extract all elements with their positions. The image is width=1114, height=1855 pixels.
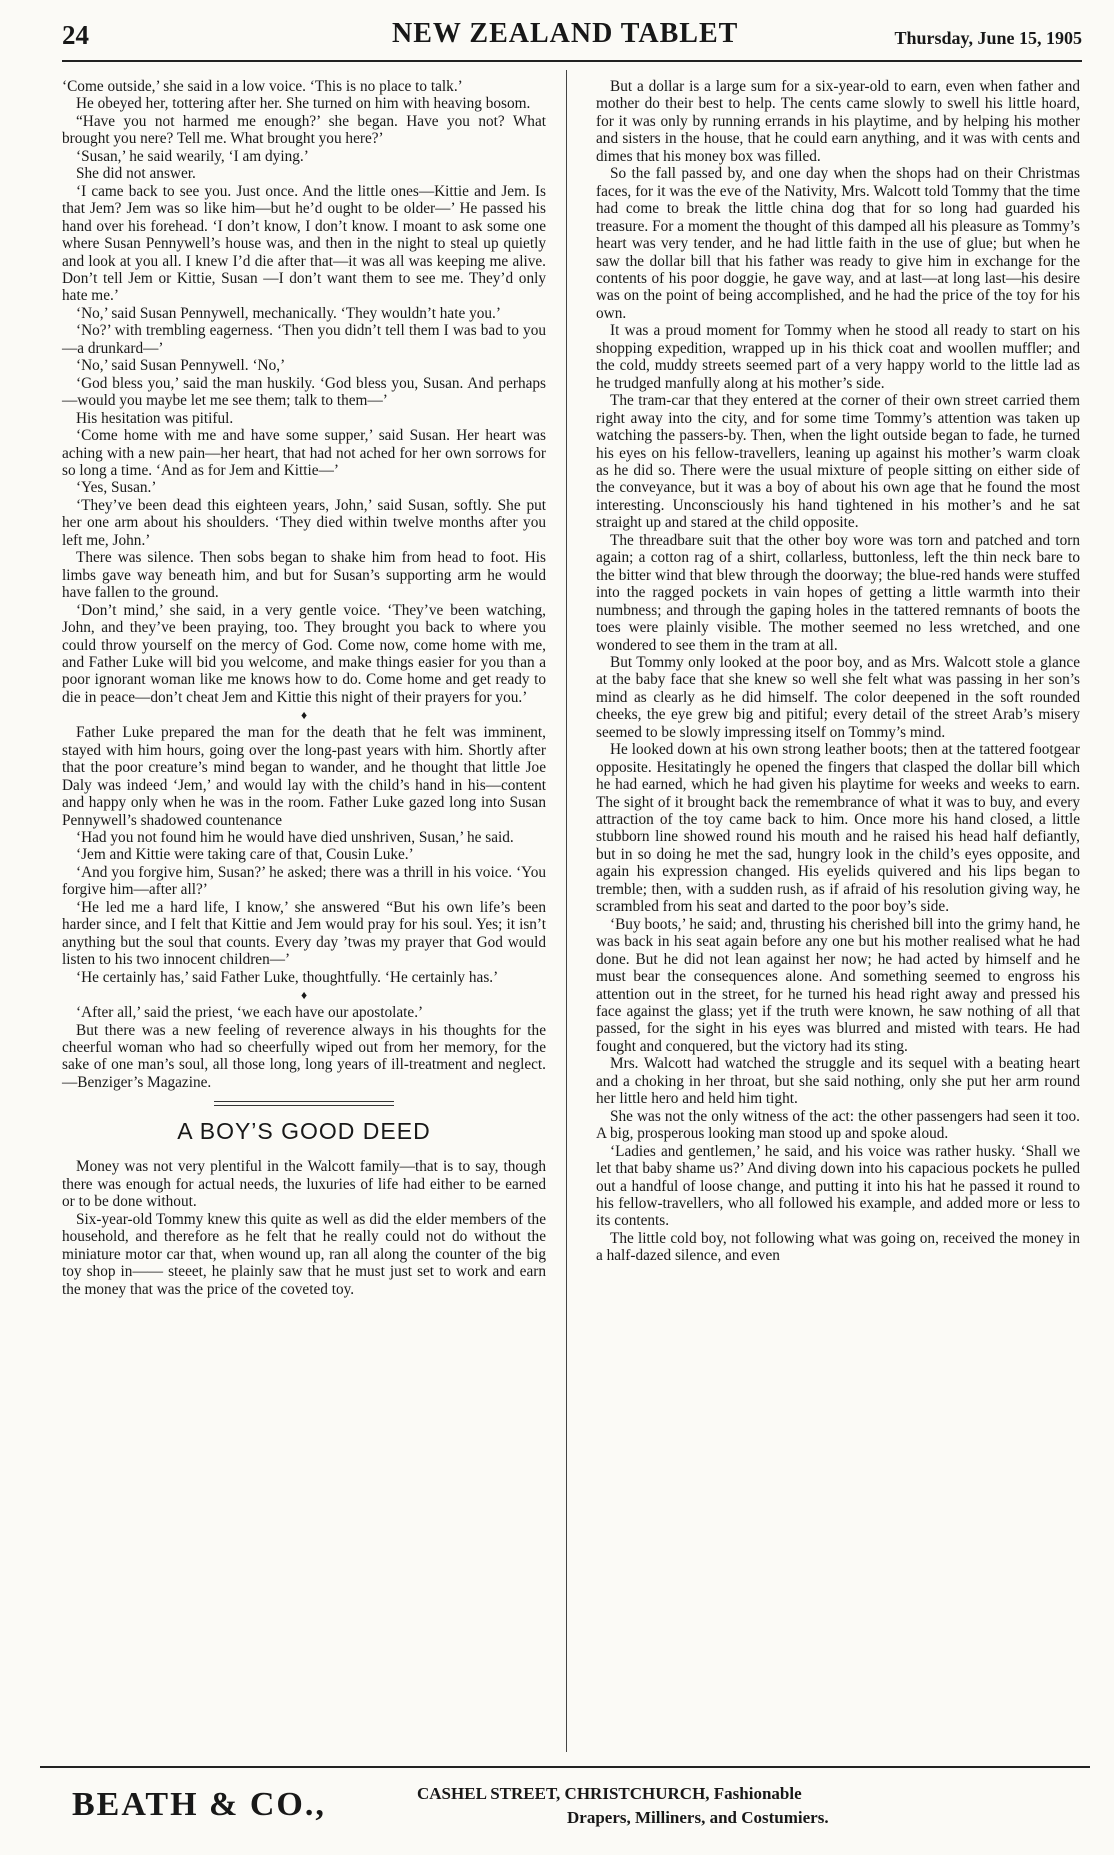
paragraph: ‘No,’ said Susan Pennywell. ‘No,’	[76, 357, 286, 375]
paragraph: Mrs. Walcott had watched the struggle and its sequel with a beating heart and a choking in her throat, but she said nothing, only she put her arm round her little hero and held him tight.	[596, 1055, 1080, 1108]
story-continuation	[62, 78, 546, 706]
paragraph: The little cold boy, not following what was going on, received the money in a half-dazed silence, and even	[596, 1229, 1080, 1265]
paragraph: ‘He certainly has,’ said Father Luke, thoughtfully. ‘He certainly has.’	[76, 968, 499, 986]
paragraph: The tram-car that they entered at the corner of their own street carried them right away into the city, and for some time Tommy’s attention was taken up watching the passers-by. Then, when the light outside began to fade, he turned his eyes on his fellow-travellers, leaning up against his mother’s warm cloak as he did so. There were the usual mixture of people sitting on either side of the conveyance, but it was a boy of about his own age that he found the most interesting. Unconsciously his hand tightened in his mother’s and he sat straight up and stared at the child opposite.	[596, 392, 1080, 532]
story-continuation-2	[62, 724, 546, 986]
paragraph: She did not answer.	[76, 165, 196, 183]
advertisement	[62, 1776, 1082, 1836]
paragraph: She was not the only witness of the act: the other passengers had seen it too. A big, prosperous looking man stood up and spoke aloud.	[596, 1107, 1080, 1143]
paragraph: ‘Yes, Susan.’	[76, 479, 157, 497]
section-separator: ♦	[300, 708, 308, 723]
issue-date: Thursday, June 15, 1905	[894, 28, 1082, 48]
article-divider	[214, 1101, 394, 1106]
column-divider	[566, 70, 567, 1752]
paragraph: “Have you not harmed me enough?’ she began. Have you not? What brought you nere? Tell me. What brought you here?’	[62, 112, 546, 148]
paragraph: But there was a new feeling of reverence always in his thoughts for the cheerful woman who had so cheerfully wiped out from her memory, for the sake of one man’s soul, all those long, long years of ill-treatment and neglect.—Benziger’s Magazine.	[62, 1021, 546, 1091]
paragraph: His hesitation was pitiful.	[76, 409, 234, 427]
article-title: A BOY’S GOOD DEED	[177, 1118, 431, 1145]
paragraph: Six-year-old Tommy knew this quite as well as did the elder members of the household, and therefore as he felt that he really could not do without the miniature motor car that, when wound up, ran all along the counter of the big toy shop in—— steeet, he plainly saw that he must just set to work and earn the money that was the price of the coveted toy.	[62, 1210, 546, 1298]
paragraph: Father Luke prepared the man for the death that he felt was imminent, stayed with him hours, going over the long-past years with him. Shortly after that the poor creature’s mind began to wander, and he thought that little Joe Daly was indeed ‘Jem,’ and would lay with the child’s hand in his—content and happy only when he was in the room. Father Luke gazed long into Susan Pennywell’s shadowed countenance	[62, 724, 546, 829]
advert-address: CASHEL STREET, CHRISTCHURCH, Fashionable	[417, 1784, 802, 1803]
paragraph: ‘God bless you,’ said the man huskily. ‘God bless you, Susan. And perhaps—would you maybe let me see them; talk to them—’	[62, 374, 546, 410]
paragraph: There was silence. Then sobs began to shake him from head to foot. His limbs gave way beneath him, and but for Susan’s supporting arm he would have fallen to the ground.	[62, 549, 546, 602]
paragraph: He looked down at his own strong leather boots; then at the tattered footgear opposite. Hesitatingly he opened the fingers that clasped the dollar bill which he had earned, which he had given his playtime for weeks and weeks to earn. The sight of it brought back the remembrance of what it was to buy, and every attraction of the toy came back to him. Once more his hand closed, a little stubborn line showed round his mouth and he raised his head half defiantly, but in so doing he met the sad, hungry look in the child’s eyes opposite, and again his expression changed. His eyelids quivered and his lips began to tremble; then, with a sudden rush, as if afraid of his resolution giving way, he scrambled from his seat and darted to the poor boy’s side.	[596, 741, 1080, 916]
paragraph: ‘He led me a hard life, I know,’ she answered “But his own life’s been harder since, and I felt that Kittie and Jem would pray for his soul. Yes; it isn’t anything but the soul that counts. Every day ’twas my prayer that God would listen to his two innocent children—’	[62, 898, 546, 969]
paragraph: ‘And you forgive him, Susan?’ he asked; there was a thrill in his voice. ‘You forgive him—after all?’	[62, 863, 546, 899]
article-body	[62, 1158, 546, 1298]
paragraph: ‘Come outside,’ she said in a low voice. ‘This is no place to talk.’	[62, 78, 463, 95]
paragraph: ‘No,’ said Susan Pennywell, mechanically. ‘They wouldn’t hate you.’	[76, 304, 501, 322]
paragraph: It was a proud moment for Tommy when he stood all ready to start on his shopping expedition, wrapped up in his thick coat and woollen muffler; and the cold, muddy streets seemed part of a very happy world to the little lad as he trudged manfully along at his mother’s side.	[596, 322, 1080, 392]
page-number: 24	[62, 20, 89, 50]
paragraph: He obeyed her, tottering after her. She turned on him with heaving bosom.	[76, 95, 531, 113]
paragraph: But a dollar is a large sum for a six-year-old to earn, even when father and mother do their best to help. The cents came slowly to swell his little hoard, for it was only by running errands in his playtime, and by helping his mother and sisters in the house, that he could earn anything, and it was with cents and dimes that his money box was filled.	[596, 78, 1080, 165]
paragraph: So the fall passed by, and one day when the shops had on their Christmas faces, for it was the eve of the Nativity, Mrs. Walcott told Tommy that the time had come to break the little china dog that for so long had guarded his treasure. For a moment the thought of this damped all his pleasure as Tommy’s heart was very tender, and he had little faith in the use of glue; but when he saw the dollar bill that his father was ready to give him in exchange for the contents of his poor doggie, he gave way, and at last—at long last—his desire was on the point of being accomplished, and he had the price of the toy for his own.	[596, 165, 1080, 322]
paragraph: ‘I came back to see you. Just once. And the little ones—Kittie and Jem. Is that Jem? Jem was so like him—but he’d ought to be older—’ He passed his hand over his forehead. ‘I don’t know, I don’t know. I moant to ask some one where Susan Pennywell’s house was, and then in the night to steal up quietly and look at you all. I knew I’d die after that—it was all was keeping me alive. Don’t tell Jem or Kittie, Susan —I don’t want them to see me. They’d only hate me.’	[62, 182, 546, 305]
paragraph: ‘Buy boots,’ he said; and, thrusting his cherished bill into the grimy hand, he was back in his seat again before any one but his mother realised what he had done. But he did not lean against her now; he had acted by himself and he must bear the consequences alone. And something seemed to engross his attention out in the street, for he turned his head right away and pressed his face against the glass; yet if the truth were known, he saw nothing of all that passed, for the sight in his eyes was blurred and misted with tears. He had fought and conquered, but the victory had its sting.	[596, 915, 1080, 1055]
paragraph: ‘Come home with me and have some supper,’ said Susan. Her heart was aching with a new pain—her heart, that had not ached for her own sorrows for so long a time. ‘And as for Jem and Kittie—’	[62, 427, 546, 479]
paragraph: ‘They’ve been dead this eighteen years, John,’ said Susan, softly. She put her one arm about his shoulders. ‘They died within twelve months after you left me, John.’	[62, 496, 546, 549]
paragraph: ‘Susan,’ he said wearily, ‘I am dying.’	[76, 147, 309, 165]
paragraph: ‘Don’t mind,’ she said, in a very gentle voice. ‘They’ve been watching, John, and they’ve been praying, too. They brought you back to where you could throw yourself on the mercy of God. Come now, come home with me, and Father Luke will bid you welcome, and make things easier for you than a poor ignorant woman like me knows how to do. Come home and get ready to die in peace—don’t cheat Jem and Kittie this night of their prayers for you.’	[62, 601, 546, 706]
advert-trades: Drapers, Milliners, and Costumiers.	[567, 1808, 829, 1827]
header-rule	[62, 60, 1082, 62]
paragraph: ‘Ladies and gentlemen,’ he said, and his voice was rather husky. ‘Shall we let that baby shame us?’ And diving down into his capacious pockets he pulled out a handful of loose change, and putting it into his hat he passed it round to his fellow-travellers, who all followed his example, and added more or less to its contents.	[596, 1142, 1080, 1230]
section-separator: ♦	[300, 988, 308, 1003]
paragraph: But Tommy only looked at the poor boy, and as Mrs. Walcott stole a glance at the baby face that she knew so well she felt what was passing in her son’s mind as clearly as he did himself. The color deepened in the soft rounded cheeks, the eye grew big and pitiful; every detail of the street Arab’s misery seemed to be slowly impressing itself on Tommy’s mind.	[596, 653, 1080, 741]
paragraph: ‘Had you not found him he would have died unshriven, Susan,’ he said.	[76, 829, 514, 847]
paragraph: ‘Jem and Kittie were taking care of that, Cousin Luke.’	[76, 846, 414, 864]
advertiser-name: BEATH & CO.,	[72, 1786, 326, 1823]
left-column	[62, 78, 546, 1298]
paragraph: ‘After all,’ said the priest, ‘we each have our apostolate.’	[76, 1004, 424, 1022]
right-column	[596, 78, 1080, 1265]
paragraph: ‘No?’ with trembling eagerness. ‘Then you didn’t tell them I was bad to you—a drunkard—’	[62, 322, 546, 357]
paragraph: Money was not very plentiful in the Walcott family—that is to say, though there was enough for actual needs, the luxuries of life had either to be earned or to be done without.	[62, 1158, 546, 1211]
page-header	[62, 16, 1082, 56]
masthead-title: NEW ZEALAND TABLET	[392, 18, 739, 49]
paragraph: The threadbare suit that the other boy wore was torn and patched and torn again; a cotton rag of a shirt, collarless, buttonless, left the thin neck bare to the bitter wind that blew through the doorway; the blue-red hands were stuffed into the ragged pockets in vain hopes of getting a little warmth into their numbness; and through the gaping holes in the tattered remnants of boots the toes were plainly visible. The mother seemed no less wretched, and one wondered to see them in the tram at all.	[596, 531, 1080, 654]
footer-rule	[40, 1766, 1090, 1768]
story-ending	[62, 1004, 546, 1091]
